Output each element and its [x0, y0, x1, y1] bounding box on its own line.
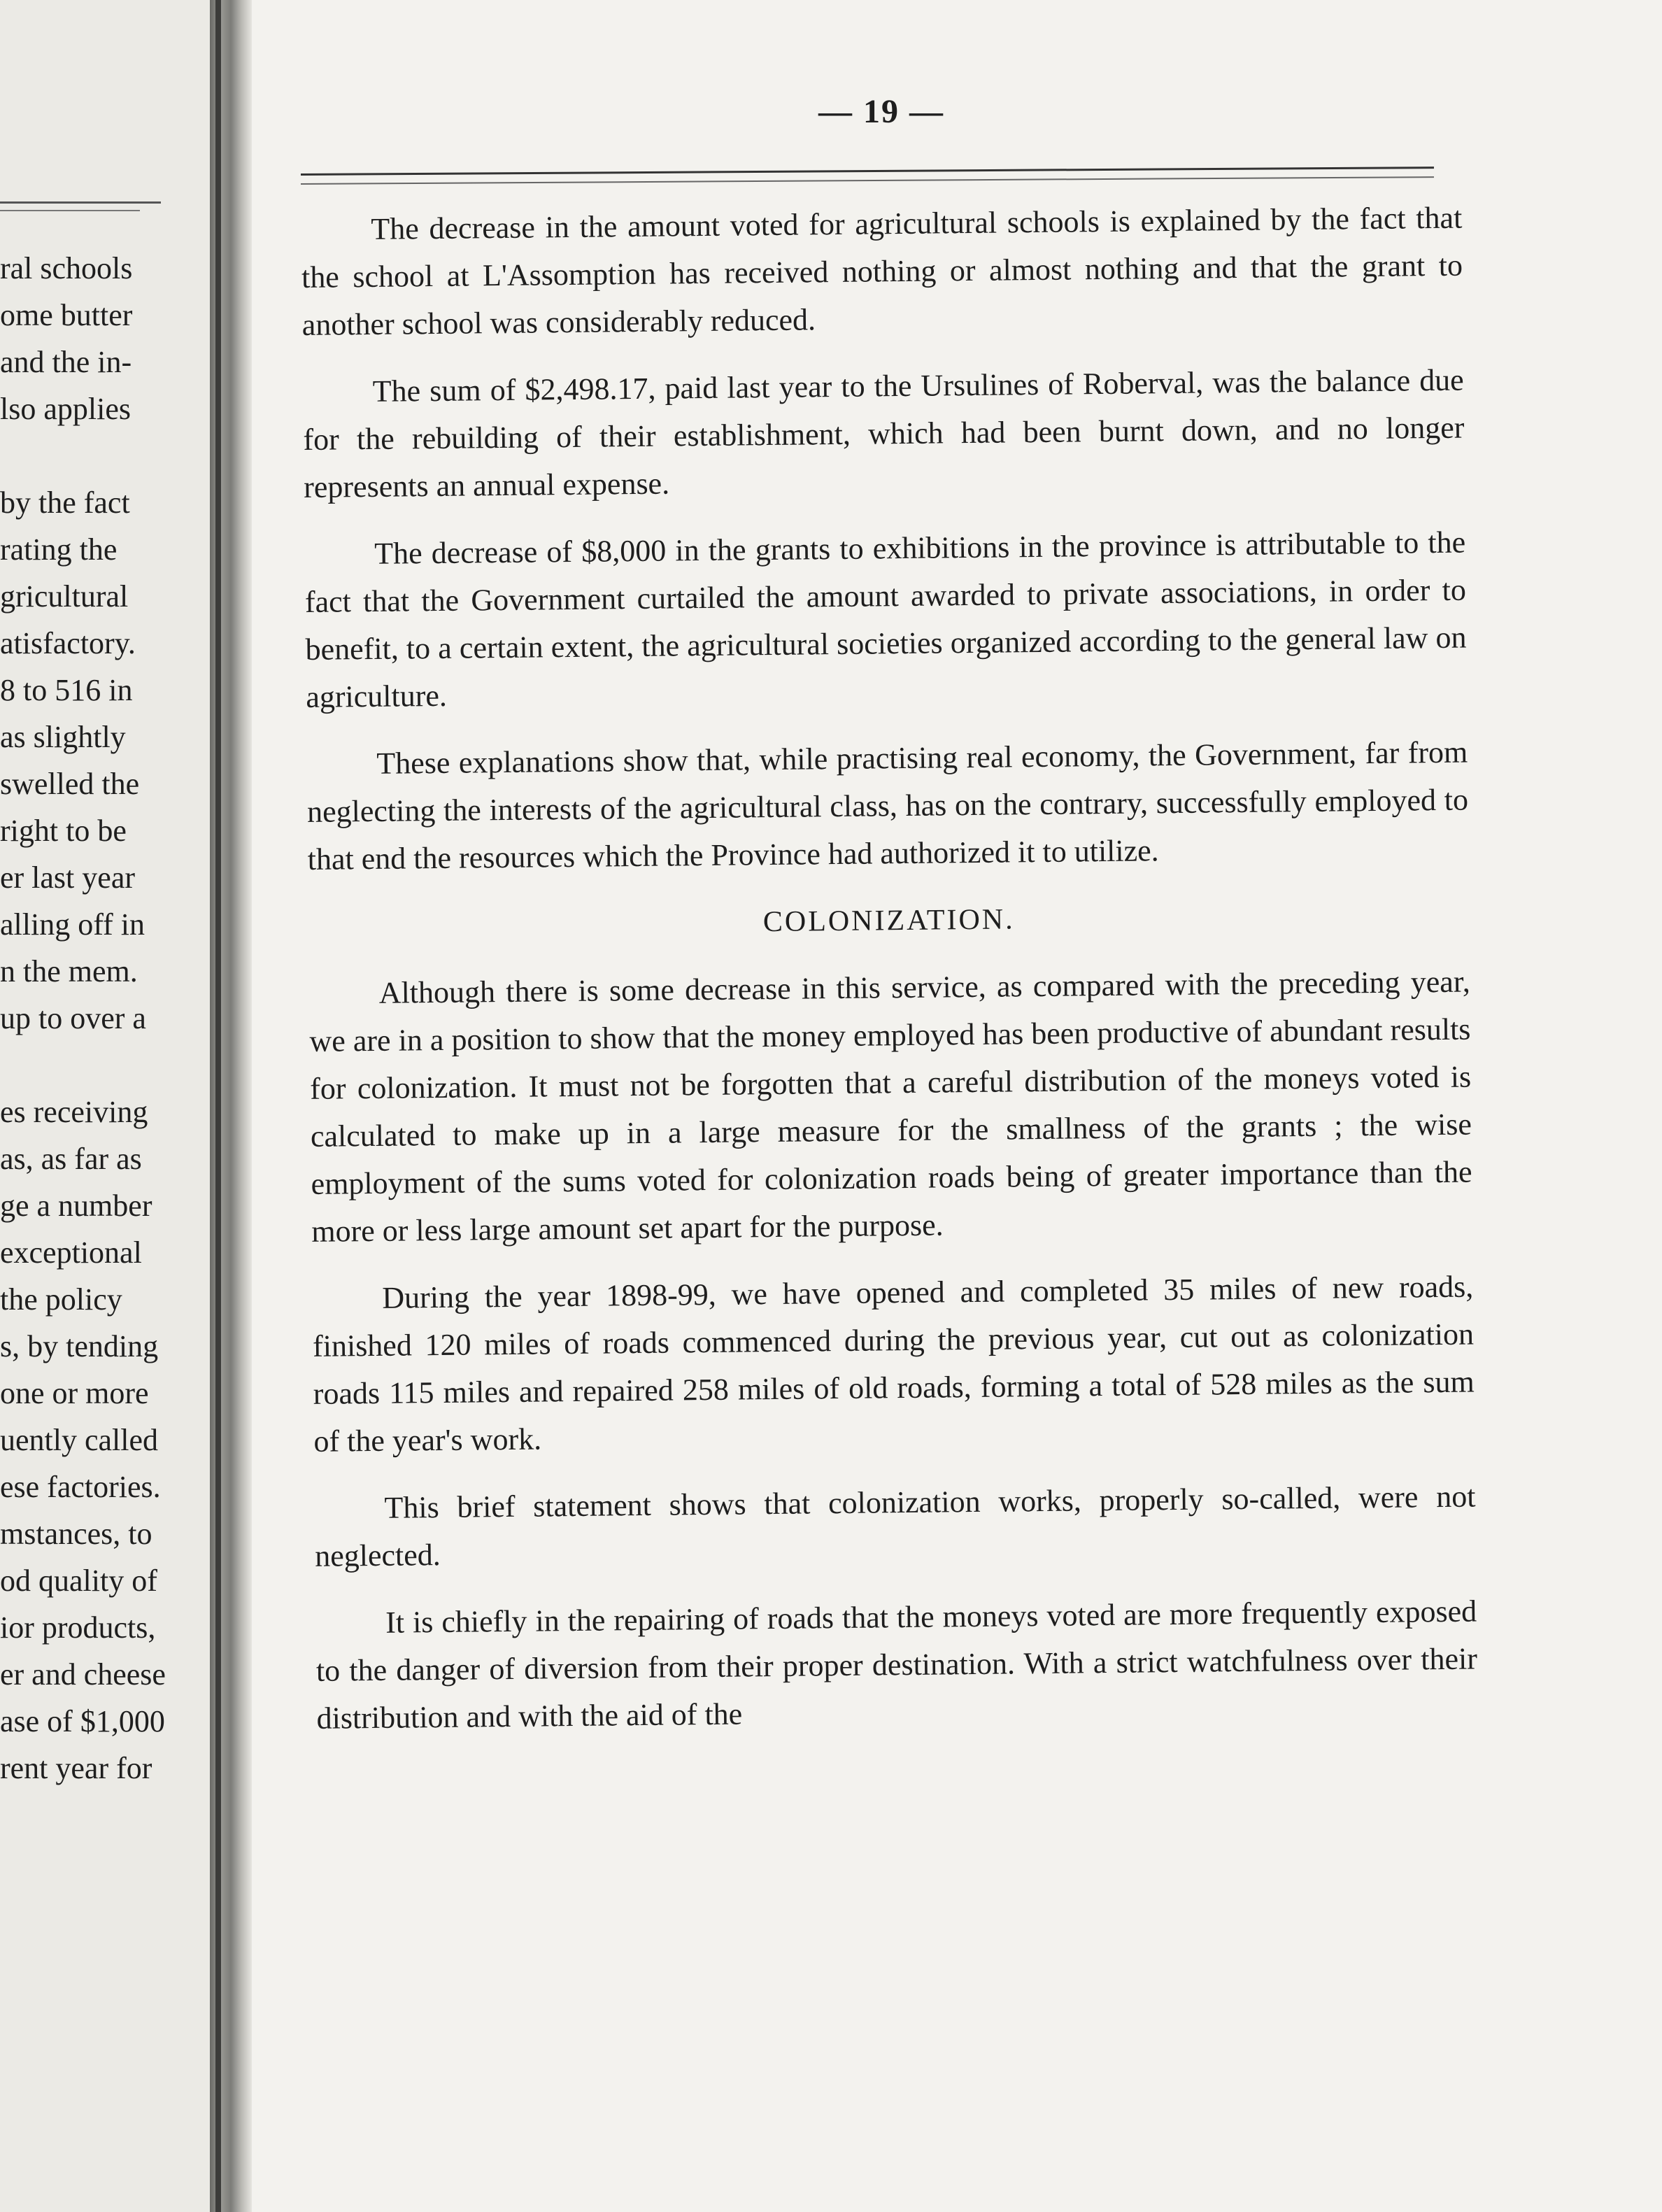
left-line: exceptional	[0, 1235, 142, 1270]
paragraph: The sum of $2,498.17, paid last year to the Ursulines of Roberval, was the balance due for the rebuilding of their establishment, which had been burnt down, and no longer represents an annual expense.	[303, 362, 1465, 504]
paragraph: It is chiefly in the repairing of roads that the moneys voted are more frequently exposed to the danger of diversion from their proper destination. With a strict watchfulness over their distribution and with the aid of the	[315, 1594, 1478, 1736]
left-line: er last year	[0, 860, 135, 895]
section-heading: COLONIZATION.	[762, 903, 1015, 939]
left-line: ral schools	[0, 251, 133, 285]
paragraph: During the year 1898-99, we have opened and completed 35 miles of new roads, finished 120 miles of roads commenced during the previous year, cut out as colonization roads 115 miles and repaired 258 miles of old roads, forming a total of 528 miles as the sum of the year's work.	[312, 1269, 1475, 1459]
left-line: ese factories.	[0, 1470, 161, 1504]
paragraph: These explanations show that, while practising real economy, the Government, far from neglecting the interests of the agricultural class, has on the contrary, successfully employed to that end the resources which the Province had authorized it to utilize.	[306, 735, 1469, 877]
left-page-header-rule-thin	[0, 210, 140, 211]
left-line: lso applies	[0, 392, 131, 426]
left-line: and the in-	[0, 345, 132, 379]
paragraph: This brief statement shows that colonization works, properly so-called, were not neglected.	[314, 1479, 1476, 1573]
left-line: by the fact	[0, 485, 130, 520]
page-number: — 19 —	[818, 93, 944, 130]
left-line: swelled the	[0, 767, 140, 801]
left-line: od quality of	[0, 1564, 157, 1598]
left-line: uently called	[0, 1423, 159, 1457]
left-line: rent year for	[0, 1751, 152, 1785]
left-line: up to over a	[0, 1001, 146, 1035]
left-line: rating the	[0, 532, 118, 567]
left-line-gap	[0, 1042, 210, 1089]
left-line: as, as far as	[0, 1142, 142, 1176]
left-line: atisfactory.	[0, 626, 136, 660]
left-line: alling off in	[0, 907, 145, 942]
left-line: right to be	[0, 814, 127, 848]
left-page-fragment	[0, 0, 210, 2212]
left-line: mstances, to	[0, 1517, 152, 1551]
left-line: ior products,	[0, 1610, 156, 1645]
left-line: ome butter	[0, 298, 133, 332]
left-line: er and cheese	[0, 1657, 166, 1692]
book-gutter	[210, 0, 252, 2212]
left-line: one or more	[0, 1376, 149, 1410]
left-line: 8 to 516 in	[0, 673, 133, 707]
paragraph: The decrease of $8,000 in the grants to exhibitions in the province is attributable to the fact that the Government curtailed the amount awarded to private associations, in order to benefit, to a certain extent, the agricultural societies organized according to the general law on agriculture.	[304, 525, 1467, 714]
main-text-block	[301, 194, 1478, 1743]
left-line: gricultural	[0, 579, 129, 614]
left-line: es receiving	[0, 1095, 148, 1129]
left-line: n the mem.	[0, 954, 138, 988]
paragraph: The decrease in the amount voted for agricultural schools is explained by the fact that the school at L'Assomption has received nothing or almost nothing and that the grant to another school was considerably reduced.	[301, 200, 1463, 342]
left-line-gap	[0, 432, 210, 479]
left-page-header-rule	[0, 201, 161, 204]
paragraph: Although there is some decrease in this service, as compared with the preceding year, we are in a position to show that the money employed has been productive of abundant results for colonization. It must not be forgotten that a careful distribution of the moneys voted is calculated to make up in a large measure for the smallness of the grants ; the wise employment of the sums voted for colonization roads being of greater importance than the more or less large amount set apart for the purpose.	[309, 964, 1472, 1249]
left-line: the policy	[0, 1282, 122, 1317]
left-line: as slightly	[0, 720, 126, 754]
left-line: ase of $1,000	[0, 1704, 165, 1738]
left-page-text-lines	[0, 245, 210, 1792]
left-line: ge a number	[0, 1189, 152, 1223]
left-line: s, by tending	[0, 1329, 159, 1363]
